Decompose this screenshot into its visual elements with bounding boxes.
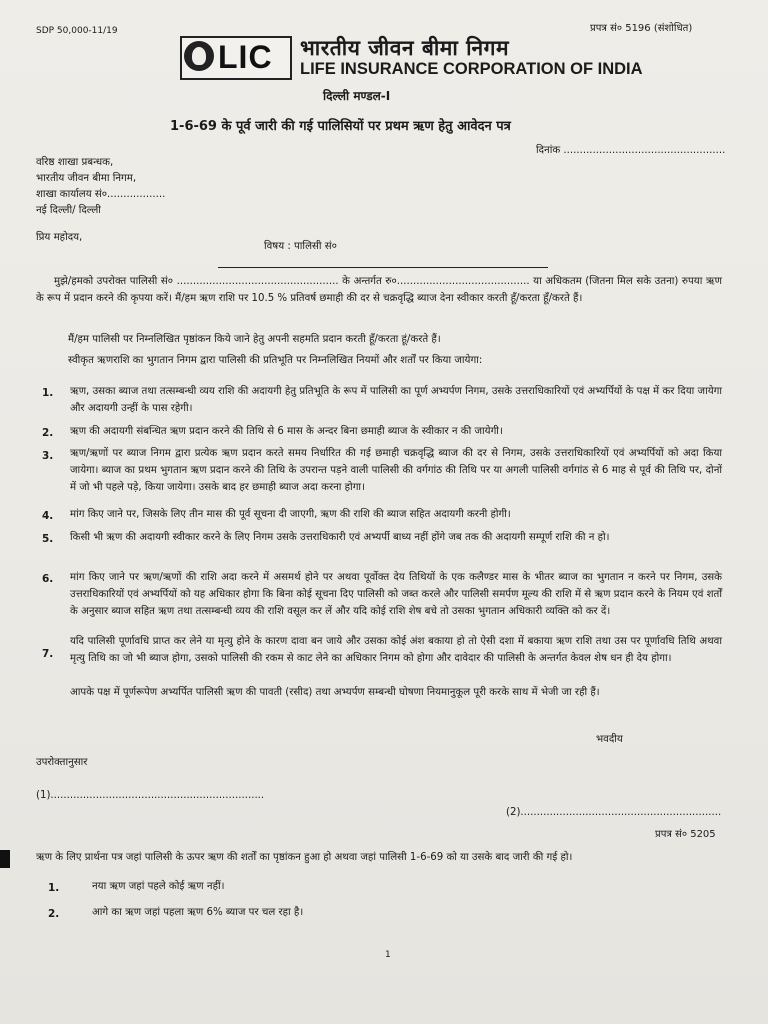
signature-line-1: (1).................................................................. <box>36 790 265 801</box>
form-code: SDP 50,000-11/19 <box>36 26 118 36</box>
term-number: 5. <box>42 533 54 545</box>
as-above: उपरोक्तानुसार <box>36 757 88 768</box>
org-name-english: LIFE INSURANCE CORPORATION OF INDIA <box>300 60 643 78</box>
subject-underline <box>218 267 548 268</box>
form-number-2: प्रपत्र सं० 5205 <box>655 829 716 840</box>
address-line: भारतीय जीवन बीमा निगम, <box>36 173 137 184</box>
term-number: 1. <box>42 387 54 399</box>
term-number: 2. <box>42 427 54 439</box>
form-number: प्रपत्र सं० 5196 (संशोधित) <box>590 23 693 34</box>
term-text: किसी भी ऋण की अदायगी स्वीकार करने के लिए निगम उसके उत्तराधिकारी एवं अभ्यर्पी बाध्य नहीं होंगे जब तक की अदायगी सम्पूर्ण राशि की न हो। <box>70 532 610 543</box>
logo-text: LIC <box>218 39 273 75</box>
term-text: ऋण/ऋणों पर ब्याज निगम द्वारा प्रत्येक ऋण प्रदान करते समय निर्धारित की गई छमाही चक्रवृद्धि ब्याज की दर से निगम, उसके उत्तराधिकारियों एवं अभ्यर्पियों को अदा किया जायेगा। ब्याज का प्रथम भुगतान ऋण प्रदान करने की तिथि के उपरान्त पड़ने वाली पालिसी की वर्गगांठ की तिथि पर या अगली पालिसी वर्गगांठ से 6 माह से पूर्व की तिथि पर, दोनों में जो भी पहले पड़े, किया जायेगा। उसके बाद हर छमाही ब्याज अदा करना होगा। <box>70 448 722 493</box>
org-name-hindi: भारतीय जीवन बीमा निगम <box>300 36 510 60</box>
enclosure-paragraph: आपके पक्ष में पूर्णरूपेण अभ्यर्पित पालिसी ऋण की पावती (रसीद) तथा अभ्यर्पण सम्बन्धी घोषणा नियमानुकूल पूरी करके साथ में भेजी जा रही हैं। <box>70 687 600 698</box>
term-text: ऋण, उसका ब्याज तथा तत्सम्बन्धी व्यय राशि की अदायगी हेतु प्रतिभूति के रूप में पालिसी का पूर्ण अभ्यर्पण निगम, उसके उत्तराधिकारियों एवं अभ्यर्पियों के पक्ष में कर दिया जायेगा और अदायगी उन्हीं के पास रहेगी। <box>70 386 722 414</box>
term-number: 4. <box>42 510 54 522</box>
salutation: प्रिय महोदय, <box>36 232 83 243</box>
endorsement-item: आगे का ऋण जहां पहला ऋण 6% ब्याज पर चल रहा है। <box>92 907 304 918</box>
division-name: दिल्ली मण्डल-I <box>323 89 391 103</box>
address-line: शाखा कार्यालय सं०.................. <box>36 189 166 200</box>
term-text: मांग किए जाने पर ऋण/ऋणों की राशि अदा करने में असमर्थ होने पर अथवा पूर्वोक्त देय तिथियों के एक कलैण्डर मास के भीतर ब्याज का भुगतान न करने पर निगम, उसके उत्तराधिकारियों एवं अभ्यर्पियों को यह अधिकार होगा कि बिना कोई सूचना दिए पालिसी को जब्त करले और पालिसी समर्पण मूल्य की राशि में से ऋण प्रदान करने के नियम एवं शर्तों के अनुसार ब्याज सहित ऋण तथा तत्सम्बन्धी व्यय की राशि वसूल कर लें और यदि कोई राशि शेष बचे तो उसका भुगतान अधिकारी व्यक्ति को कर दें। <box>70 572 722 617</box>
form-title: 1-6-69 के पूर्व जारी की गई पालिसियों पर प्रथम ऋण हेतु आवेदन पत्र <box>170 119 511 134</box>
address-line: वरिष्ठ शाखा प्रबन्धक, <box>36 157 114 168</box>
loan-request-paragraph: मुझे/हमको उपरोक्त पालिसी सं० .................................................. के अन्तर्गत रु०......................................... या अधिकतम (जितना मिल सके उतना) रुपया ऋण के रूप में प्रदान करने की कृपया करें। मैं/हम ऋण राशि पर 10.5 % प्रतिवर्ष छमाही की दर से चक्रवृद्धि ब्याज देना स्वीकार करती हूँ/करता हूँ/करते हैं। <box>36 276 722 304</box>
term-text: यदि पालिसी पूर्णावधि प्राप्त कर लेने या मृत्यु होने के कारण दावा बन जाये और उसका कोई अंश बकाया हो तो ऐसी दशा में बकाया ऋण राशि तथा उस पर पूर्णावधि तिथि अथवा मृत्यु तिथि का जो भी ब्याज होगा, उसको पालिसी की रकम से काट लेने का अधिकार निगम को होगा और दावेदार की पालिसी के अन्तर्गत केवल शेष धन ही देय होगा। <box>70 636 722 664</box>
page-number: 1 <box>385 950 391 960</box>
endorsement-number: 2. <box>48 908 60 920</box>
lic-logo <box>180 36 292 80</box>
address-line: नई दिल्ली/ दिल्ली <box>36 205 101 216</box>
conditions-intro: स्वीकृत ऋणराशि का भुगतान निगम द्वारा पालिसी की प्रतिभूति पर निम्नलिखित नियमों और शर्तों पर किया जायेगा: <box>68 355 483 366</box>
endorsement-number: 1. <box>48 882 60 894</box>
lamp-emblem-icon <box>184 41 214 71</box>
term-text: ऋण की अदायगी संबन्धित ऋण प्रदान करने की तिथि से 6 मास के अन्दर बिना छमाही ब्याज के स्वीकार न की जायेगी। <box>70 426 503 437</box>
endorsement-intro: ऋण के लिए प्रार्थना पत्र जहां पालिसी के ऊपर ऋण की शर्तों का पृष्ठांकन हुआ हो अथवा जहां पालिसी 1-6-69 को या उसके बाद जारी की गई हो। <box>36 852 573 863</box>
consent-paragraph: मैं/हम पालिसी पर निम्नलिखित पृष्ठांकन किये जाने हेतु अपनी सहमति प्रदान करती हूँ/करता हूं/करते हैं। <box>68 334 441 345</box>
closing-yours: भवदीय <box>596 734 623 745</box>
subject-line: विषय : पालिसी सं० <box>264 241 337 252</box>
signature-line-2: (2).............................................................. <box>506 807 722 818</box>
term-number: 6. <box>42 573 54 585</box>
term-number: 3. <box>42 450 54 462</box>
term-number: 7. <box>42 648 54 660</box>
endorsement-item: नया ऋण जहां पहले कोई ऋण नहीं। <box>92 881 225 892</box>
scan-edge-mark <box>0 850 10 868</box>
term-text: मांग किए जाने पर, जिसके लिए तीन मास की पूर्व सूचना दी जाएगी, ऋण की राशि की ब्याज सहित अदायगी करनी होगी। <box>70 509 511 520</box>
date-field: दिनांक .................................................. <box>536 145 726 156</box>
